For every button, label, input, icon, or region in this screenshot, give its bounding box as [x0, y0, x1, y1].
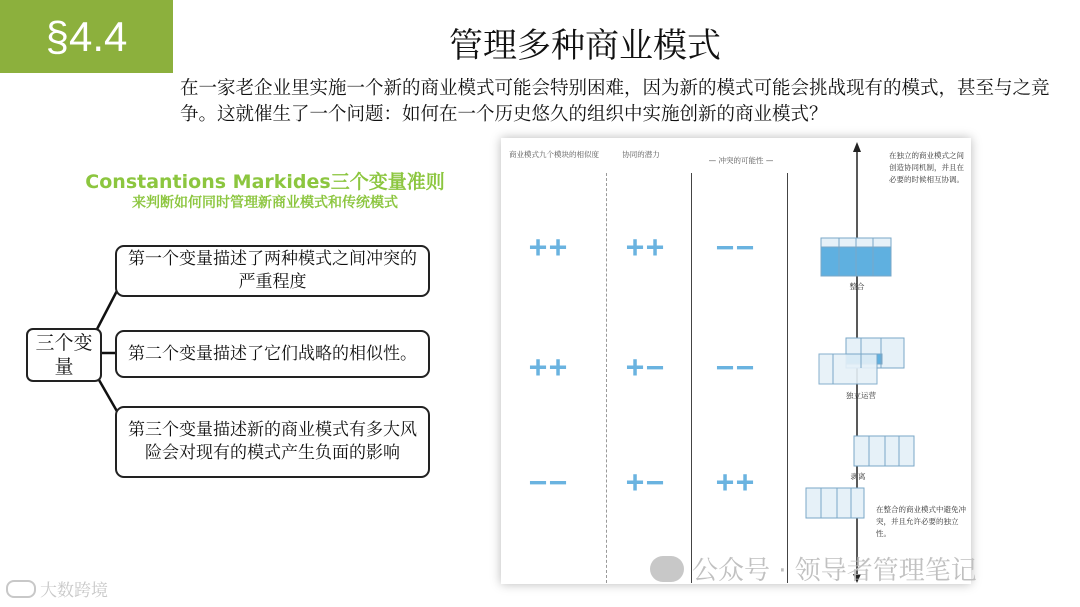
- watermark: [650, 550, 977, 587]
- brand-text: 大数跨境: [40, 581, 108, 601]
- integration-label: 整合: [849, 282, 865, 291]
- rating-mark: ++: [528, 230, 570, 265]
- brand-logo-icon: [6, 580, 36, 598]
- bottom-note: 在整合的商业模式中避免冲突，并且允许必要的独立性。: [876, 505, 966, 538]
- wechat-icon: [650, 556, 684, 582]
- intro-text: 在一家老企业里实施一个新的商业模式可能会特别困难，因为新的模式可能会挑战现有的模式，甚至与之竞争。这就催生了一个问题：如何在一个历史悠久的组织中实施创新的商业模式？: [180, 78, 1050, 125]
- rating-mark: ++: [528, 350, 570, 385]
- variable-one-box: 第一个变量描述了两种模式之间冲突的严重程度: [115, 245, 430, 297]
- independent-block-icon: [819, 338, 904, 384]
- watermark-text: 公众号 · 领导者管理笔记: [692, 556, 977, 586]
- rating-mark: −−: [715, 350, 757, 385]
- rating-mark: +−: [625, 350, 667, 385]
- business-model-figure: [501, 138, 971, 584]
- brand-mark: [6, 576, 108, 601]
- header-synergy: 协同的潜力: [622, 150, 660, 159]
- rating-mark: ++: [625, 230, 667, 265]
- rating-mark: −−: [528, 465, 570, 500]
- rating-mark: −−: [715, 230, 757, 265]
- rules-subtitle: 来判断如何同时管理新商业模式和传统模式: [132, 195, 398, 211]
- top-note: 在独立的商业模式之间创造协同机制，并且在必要的时候相互协调。: [889, 151, 964, 184]
- header-similarity: 商业模式九个模块的相似度: [509, 150, 599, 159]
- independent-label: 独立运营: [846, 391, 876, 400]
- page-title: 管理多种商业模式: [449, 26, 721, 66]
- integrated-block-icon: [821, 238, 891, 276]
- header-conflict: — 冲突的可能性 —: [708, 156, 774, 165]
- section-number: §4.4: [0, 0, 173, 73]
- mindmap-root: 三个变量: [26, 328, 102, 382]
- rules-title: Constantions Markides三个变量准则: [85, 171, 445, 193]
- variable-three-box: 第三个变量描述新的商业模式有多大风险会对现有的模式产生负面的影响: [115, 406, 430, 478]
- rating-mark: ++: [715, 465, 757, 500]
- rating-mark: +−: [625, 465, 667, 500]
- spinoff-label: 剥离: [850, 472, 866, 481]
- variable-two-box: 第二个变量描述了它们战略的相似性。: [115, 330, 430, 378]
